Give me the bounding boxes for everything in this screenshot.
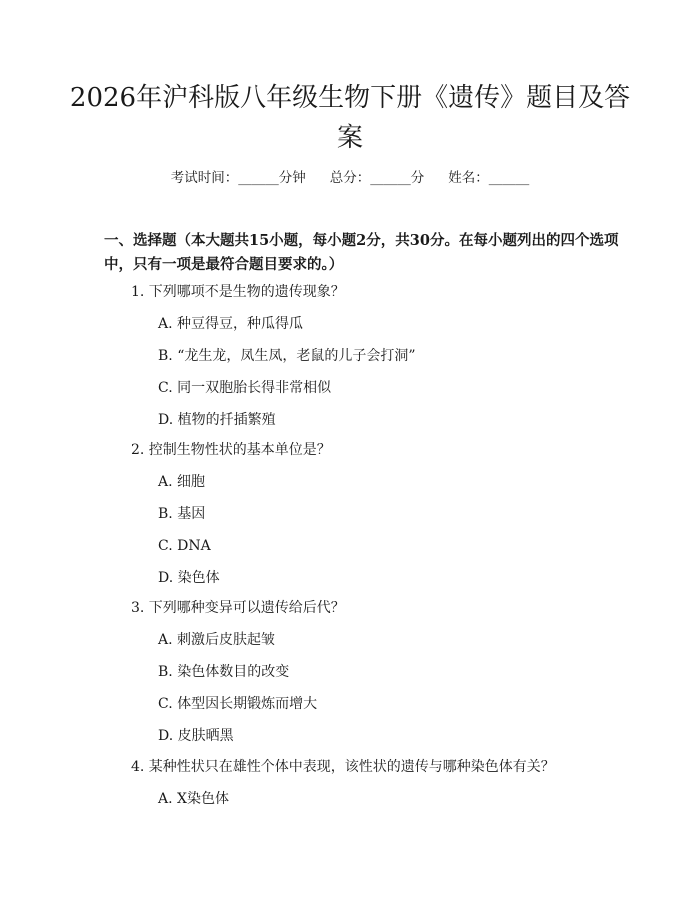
question-1: 1. 下列哪项不是生物的遗传现象？ xyxy=(131,284,345,300)
question-2-option-b: B. 基因 xyxy=(158,506,206,522)
question-2: 2. 控制生物性状的基本单位是？ xyxy=(131,442,331,458)
question-1-option-c: C. 同一双胞胎长得非常相似 xyxy=(158,380,332,396)
student-name-field: 姓名：______ xyxy=(448,170,530,186)
question-4-option-a: A. X染色体 xyxy=(158,791,229,807)
question-2-option-c: C. DNA xyxy=(158,538,211,554)
question-3-option-a: A. 刺激后皮肤起皱 xyxy=(158,632,276,648)
question-1-option-d: D. 植物的扦插繁殖 xyxy=(158,412,276,428)
question-3-option-b: B. 染色体数目的改变 xyxy=(158,664,290,680)
exam-meta xyxy=(0,168,700,188)
total-score-field: 总分：______分 xyxy=(329,170,425,186)
question-2-option-a: A. 细胞 xyxy=(158,474,206,490)
question-1-option-b: B. “龙生龙，凤生凤，老鼠的儿子会打洞” xyxy=(158,348,416,364)
exam-time-field: 考试时间：______分钟 xyxy=(170,170,306,186)
question-4: 4. 某种性状只在雄性个体中表现，该性状的遗传与哪种染色体有关？ xyxy=(131,759,555,775)
question-1-option-a: A. 种豆得豆，种瓜得瓜 xyxy=(158,316,304,332)
section-heading: 一、选择题（本大题共15小题，每小题2分，共30分。在每小题列出的四个选项中，只有一项是最符合题目要求的。） xyxy=(104,232,619,273)
question-3: 3. 下列哪种变异可以遗传给后代？ xyxy=(131,600,345,616)
page-title: 2026年沪科版八年级生物下册《遗传》题目及答案 xyxy=(69,83,631,153)
question-2-option-d: D. 染色体 xyxy=(158,570,220,586)
question-3-option-c: C. 体型因长期锻炼而增大 xyxy=(158,696,318,712)
question-3-option-d: D. 皮肤晒黑 xyxy=(158,728,234,744)
